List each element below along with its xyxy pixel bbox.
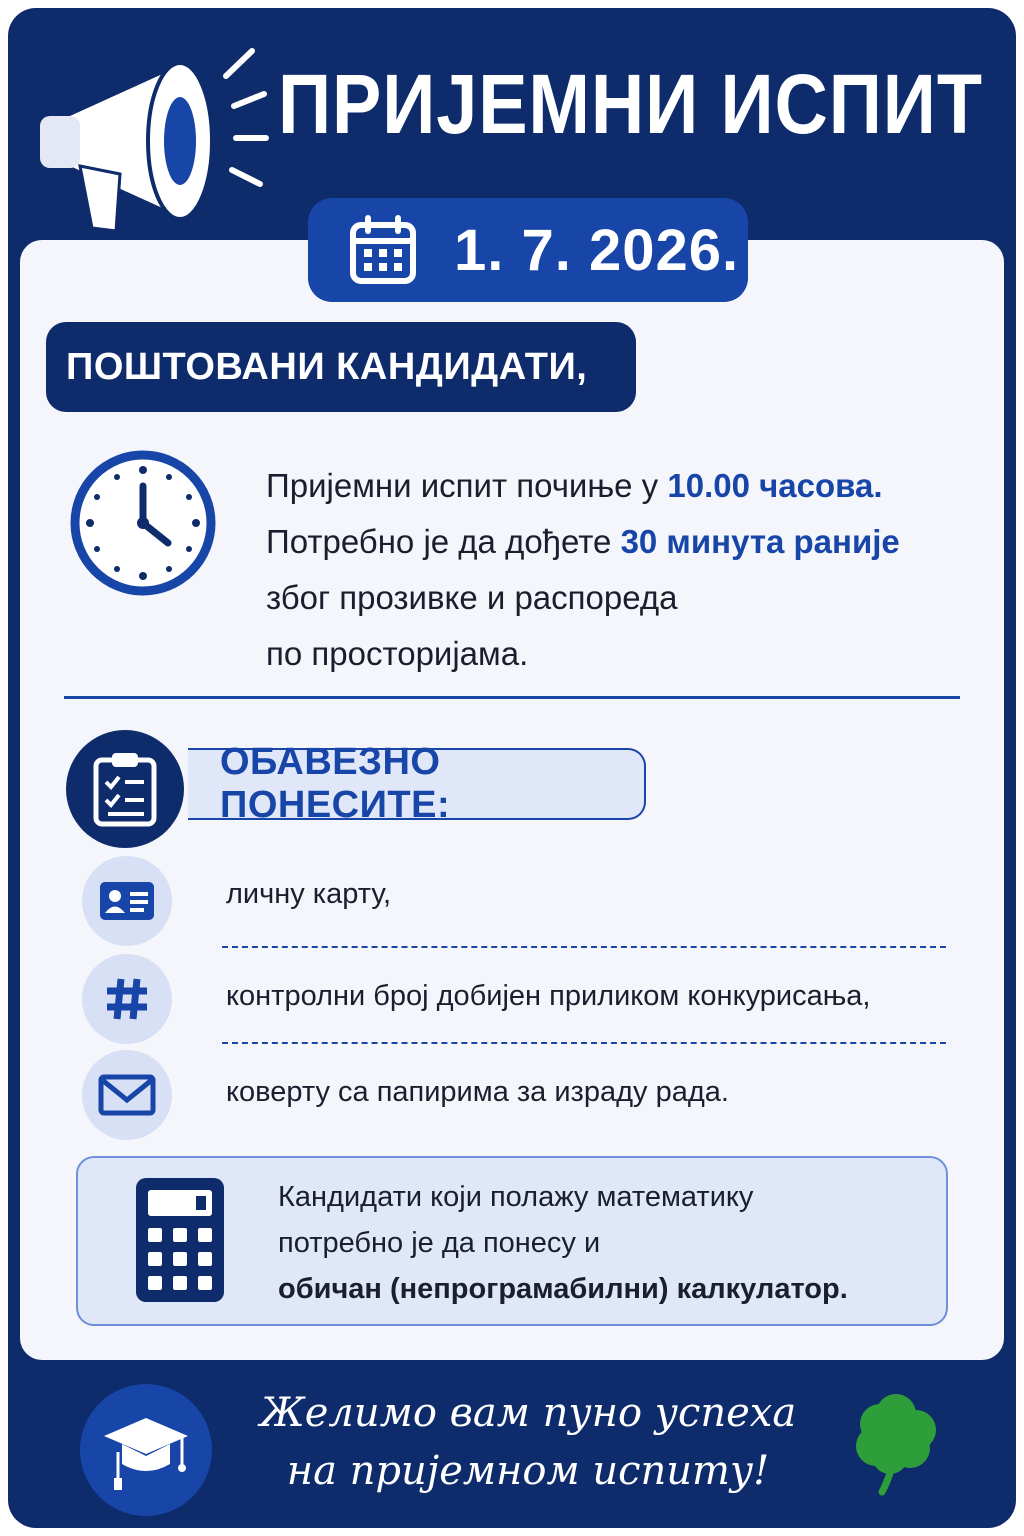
wish-line-1: Желимо вам пуно успеха — [259, 1390, 797, 1436]
bring-item-envelope: коверту са папирима за израду рада. — [226, 1076, 729, 1108]
calculator-text — [278, 1174, 938, 1312]
clock-icon — [68, 448, 218, 598]
must-bring-label: ОБАВЕЗНО ПОНЕСИТЕ: — [188, 748, 646, 820]
footer — [8, 1360, 1016, 1528]
calculator-note — [76, 1156, 948, 1326]
calc-line-2: потребно је да понесу и — [278, 1227, 601, 1259]
wish-line-2: на пријемном испиту! — [286, 1448, 770, 1494]
item-separator — [222, 1042, 946, 1044]
arrival-advance: 30 минута раније — [620, 523, 900, 560]
hash-icon — [82, 954, 172, 1044]
graduation-cap-icon — [80, 1384, 212, 1516]
section-divider — [64, 696, 960, 699]
start-time: 10.00 часова. — [667, 467, 883, 504]
envelope-icon — [82, 1050, 172, 1140]
calc-line-1: Кандидати који полажу математику — [278, 1181, 754, 1213]
calendar-icon — [348, 215, 418, 285]
bring-item-id: личну карту, — [226, 878, 392, 910]
calc-line-3: обичан (непрограмабилни) калкулатор. — [278, 1273, 848, 1305]
page-title: ПРИЈЕМНИ ИСПИТ — [278, 57, 983, 151]
greeting-banner: ПОШТОВАНИ КАНДИДАТИ, — [46, 322, 636, 412]
clipboard-icon — [66, 730, 184, 848]
exam-poster — [8, 8, 1016, 1528]
date-badge — [308, 198, 748, 302]
info-line-4: по просторијама. — [266, 635, 529, 672]
clover-icon — [840, 1390, 950, 1500]
item-separator — [222, 946, 946, 948]
info-line-arrival: Потребно је да дођете 30 минута раније — [266, 523, 900, 560]
info-line-start: Пријемни испит почиње у 10.00 часова. — [266, 467, 883, 504]
megaphone-icon — [30, 46, 270, 236]
calculator-icon — [134, 1176, 226, 1304]
good-luck-message — [238, 1384, 818, 1500]
exam-info — [266, 458, 986, 682]
bring-item-control-number: контролни број добијен приликом конкурисања, — [226, 980, 871, 1012]
id-card-icon — [82, 856, 172, 946]
exam-date: 1. 7. 2026. — [454, 217, 740, 283]
info-line-3: због прозивке и распореда — [266, 579, 678, 616]
